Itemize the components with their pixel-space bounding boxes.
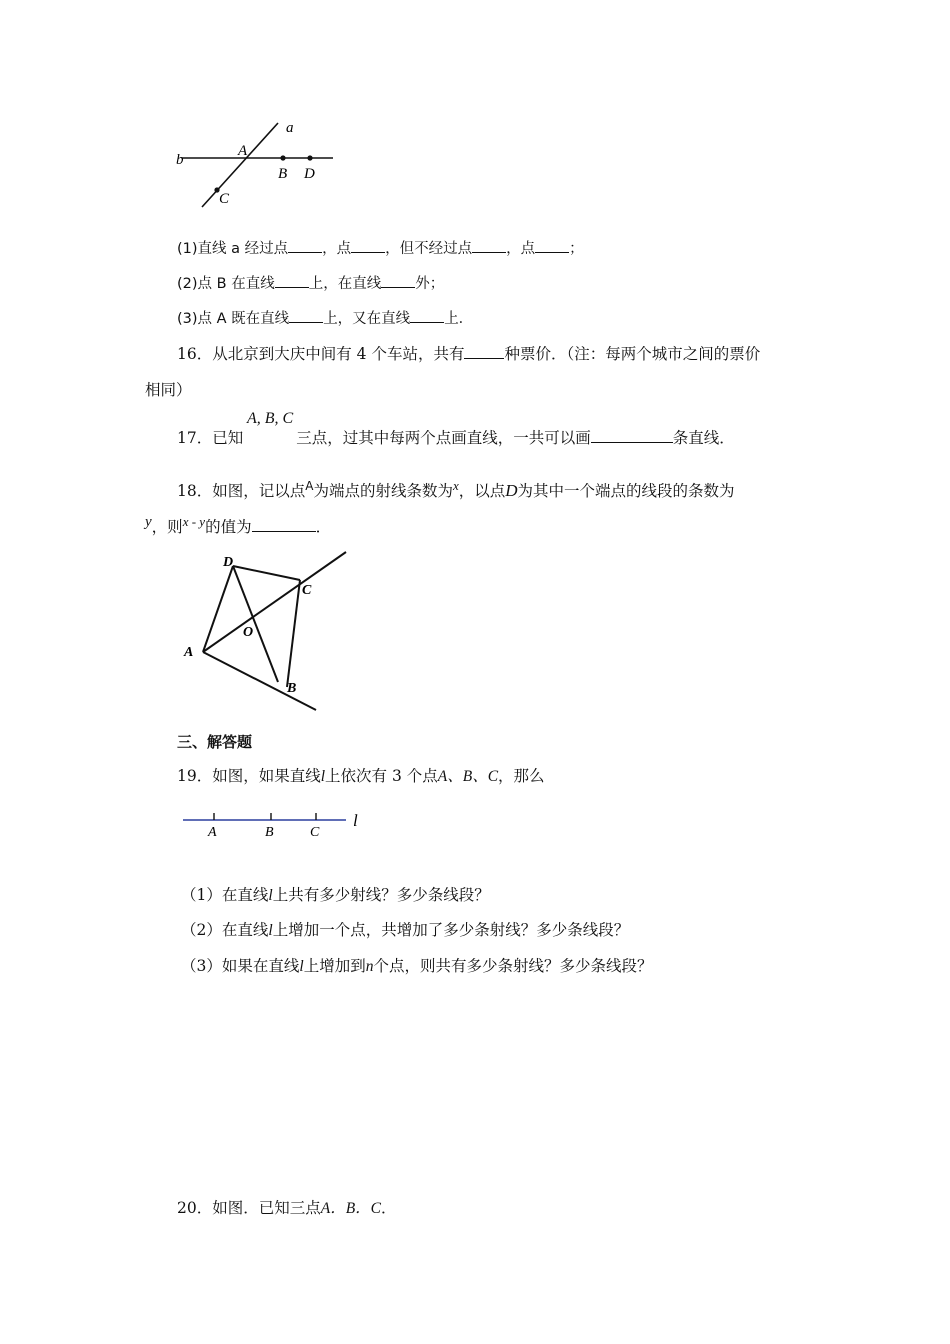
q20-text: 20．如图．已知三点A．B．C． — [177, 1199, 397, 1217]
line-a — [202, 123, 278, 207]
blank[interactable] — [381, 273, 415, 288]
label-b: b — [176, 152, 184, 168]
label-B: B — [265, 825, 274, 840]
label-D: D — [304, 166, 315, 182]
q18-line1: 18．如图，记以点$^A$为端点的射线条数为$^x$，以点D为其中一个端点的线段的条数为 — [177, 478, 735, 501]
segment-CB — [287, 580, 300, 687]
figure-line-l — [180, 808, 370, 844]
label-O: O — [243, 625, 254, 640]
label-a: a — [286, 120, 294, 136]
blank[interactable] — [351, 238, 385, 253]
blank[interactable] — [535, 238, 569, 253]
segment-DC — [233, 566, 300, 580]
blank[interactable] — [275, 273, 309, 288]
label-C: C — [302, 583, 312, 598]
figure-quadrilateral — [180, 542, 350, 722]
blank[interactable] — [472, 238, 506, 253]
q16-line2: 相同） — [145, 381, 192, 399]
label-C: C — [219, 191, 230, 207]
segment-DA — [203, 566, 233, 652]
q16-line1: 16．从北京到大庆中间有 4 个车站，共有 种票价．（注：每两个城市之间的票价 — [177, 345, 761, 363]
q15-part2: (2)点 B 在直线 上，在直线 外； — [177, 273, 444, 294]
label-C: C — [310, 825, 320, 840]
label-A: A — [184, 645, 194, 660]
label-B: B — [278, 166, 288, 182]
point-B — [280, 155, 285, 160]
q17-math-ABC: A, B, C — [247, 410, 294, 427]
q15-part3: (3)点 A 既在直线 上，又在直线 上． — [177, 308, 473, 329]
label-B: B — [287, 681, 297, 696]
section-heading: 三、解答题 — [177, 733, 253, 751]
label-l: l — [353, 811, 358, 830]
ray-from-D-through-O — [233, 566, 278, 682]
blank[interactable] — [289, 308, 323, 323]
q19-sub2: （2）在直线l上增加一个点，共增加了多少条射线？多少条线段？ — [181, 921, 630, 939]
figure-lines-a-b — [170, 115, 350, 215]
q15-part1: (1)直线 a 经过点 ，点 ，但不经过点 ，点 ； — [177, 238, 584, 259]
q18-line2: y，则$^{x - y}$的值为 ． — [145, 514, 332, 537]
blank[interactable] — [410, 308, 444, 323]
label-A: A — [238, 143, 248, 159]
label-A: A — [208, 825, 217, 840]
point-D — [307, 155, 312, 160]
blank[interactable] — [288, 238, 322, 253]
blank[interactable] — [252, 517, 316, 532]
q19-intro: 19．如图，如果直线l上依次有 3 个点A、B、C，那么 — [177, 767, 545, 785]
q19-sub3: （3）如果在直线l上增加到n个点，则共有多少条射线？多少条线段？ — [181, 957, 653, 975]
blank[interactable] — [591, 428, 673, 443]
q19-sub1: （1）在直线l上共有多少射线？多少条线段？ — [181, 886, 490, 904]
blank[interactable] — [464, 344, 504, 359]
label-D: D — [223, 555, 234, 570]
ray-from-A-through-B — [203, 652, 316, 710]
q17-line: 17．已知 三点，过其中每两个点画直线，一共可以画 条直线． — [177, 429, 735, 447]
